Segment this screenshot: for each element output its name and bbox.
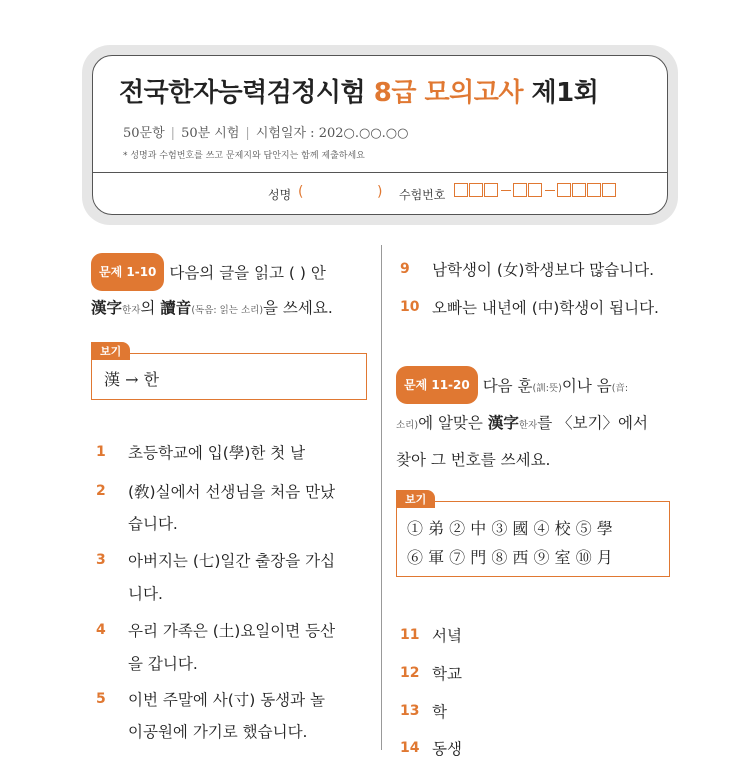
question-number: 9	[400, 261, 410, 277]
question-text: 남학생이 (女)학생보다 많습니다.	[432, 261, 655, 279]
example-box-right	[396, 493, 670, 577]
instruction-hanja-gloss: 한자	[518, 420, 538, 431]
instruction-hanja: 漢字	[91, 298, 123, 317]
info-separator: |	[170, 126, 176, 141]
section-1-10-instructions	[91, 253, 376, 328]
digit-box[interactable]	[528, 183, 542, 197]
example-row-1: ① 弟 ② 中 ③ 國 ④ 校 ⑤ 學	[407, 519, 613, 538]
question-text: 우리 가족은 (土)요일이면 등산	[128, 622, 336, 640]
question-text-continued: 습니다.	[128, 515, 178, 533]
info-time: 50분 시험	[181, 126, 240, 141]
dash	[545, 190, 555, 191]
question-number: 2	[96, 483, 106, 499]
instruction-hun-gloss: (訓:뜻)	[532, 383, 562, 394]
exam-number-label: 수험번호	[399, 188, 446, 202]
instruction-line-3: 찾아 그 번호를 쓰세요.	[396, 451, 551, 469]
question-number: 1	[96, 444, 106, 460]
instruction-sound-gloss: 소리)	[396, 420, 419, 431]
instruction-reading-gloss: (독음: 읽는 소리)	[191, 305, 264, 316]
question-text: 학교	[432, 665, 462, 683]
digit-box[interactable]	[484, 183, 498, 197]
question-text: (敎)실에서 선생님을 처음 만났	[128, 483, 336, 501]
exam-info	[123, 122, 408, 141]
instruction-line-1: 다음의 글을 읽고 ( ) 안	[169, 264, 326, 282]
title-grade: 8급 모의고사	[373, 78, 523, 108]
question-number: 11	[400, 627, 420, 643]
example-label: 보기	[91, 342, 130, 360]
name-paren-open: (	[298, 184, 304, 200]
info-questions: 50문항	[123, 126, 165, 141]
name-row	[93, 180, 667, 208]
section-badge-11-20: 문제 11-20	[396, 366, 478, 404]
instruction-part-b: 이나 음	[561, 377, 612, 395]
header-frame	[82, 45, 678, 225]
column-divider	[381, 245, 382, 750]
example-text: 漢 → 한	[104, 370, 160, 389]
info-separator: |	[245, 126, 250, 141]
question-text: 학	[432, 703, 447, 721]
question-number: 10	[400, 299, 420, 315]
section-badge-1-10: 문제 1-10	[91, 253, 164, 291]
name-paren-close: )	[377, 184, 383, 200]
instruction-particle: 의	[140, 299, 156, 317]
digit-box[interactable]	[469, 183, 483, 197]
instruction-eum-gloss: (音:	[611, 383, 629, 394]
exam-number-boxes[interactable]	[454, 183, 617, 197]
title-round: 제1회	[531, 78, 599, 108]
question-text: 아버지는 (七)일간 출장을 가십	[128, 552, 336, 570]
section-11-20-instructions	[396, 366, 676, 477]
question-number: 3	[96, 552, 106, 568]
question-text-continued: 니다.	[128, 585, 163, 603]
question-text-continued: 이공원에 가기로 했습니다.	[128, 723, 308, 741]
header-box	[92, 55, 668, 215]
digit-box[interactable]	[557, 183, 571, 197]
instruction-part-d: 를 〈보기〉에서	[537, 414, 648, 432]
name-label: 성명	[268, 188, 292, 202]
example-row-2: ⑥ 軍 ⑦ 門 ⑧ 西 ⑨ 室 ⑩ 月	[407, 548, 613, 567]
page-title	[119, 72, 598, 109]
instruction-hanja-gloss: 한자	[122, 305, 141, 316]
question-text: 초등학교에 입(學)한 첫 날	[128, 444, 306, 462]
instruction-part-a: 다음 훈	[482, 377, 533, 395]
header-divider	[93, 172, 667, 173]
dash	[501, 190, 511, 191]
instruction-reading: 讀音	[160, 298, 192, 317]
digit-box[interactable]	[602, 183, 616, 197]
question-text: 동생	[432, 740, 462, 758]
submission-note: * 성명과 수험번호를 쓰고 문제지와 답안지는 함께 제출하세요	[123, 151, 365, 161]
digit-box[interactable]	[587, 183, 601, 197]
question-number: 14	[400, 740, 420, 756]
digit-box[interactable]	[572, 183, 586, 197]
question-text: 이번 주말에 사(寸) 동생과 놀	[128, 691, 326, 709]
title-main: 전국한자능력검정시험	[119, 78, 366, 108]
question-number: 4	[96, 622, 106, 638]
question-number: 5	[96, 691, 106, 707]
instruction-part-c: 에 알맞은	[418, 414, 483, 432]
digit-box[interactable]	[454, 183, 468, 197]
info-date: 시험일자 : 202○.○○.○○	[255, 126, 409, 141]
question-number: 13	[400, 703, 420, 719]
question-text-continued: 을 갑니다.	[128, 655, 198, 673]
instruction-end: 을 쓰세요.	[263, 299, 333, 317]
question-text: 서녘	[432, 627, 462, 645]
example-box-left	[91, 345, 367, 400]
instruction-hanja: 漢字	[487, 413, 519, 432]
question-number: 12	[400, 665, 420, 681]
example-label: 보기	[396, 490, 435, 508]
digit-box[interactable]	[513, 183, 527, 197]
question-text: 오빠는 내년에 (中)학생이 됩니다.	[432, 299, 659, 317]
